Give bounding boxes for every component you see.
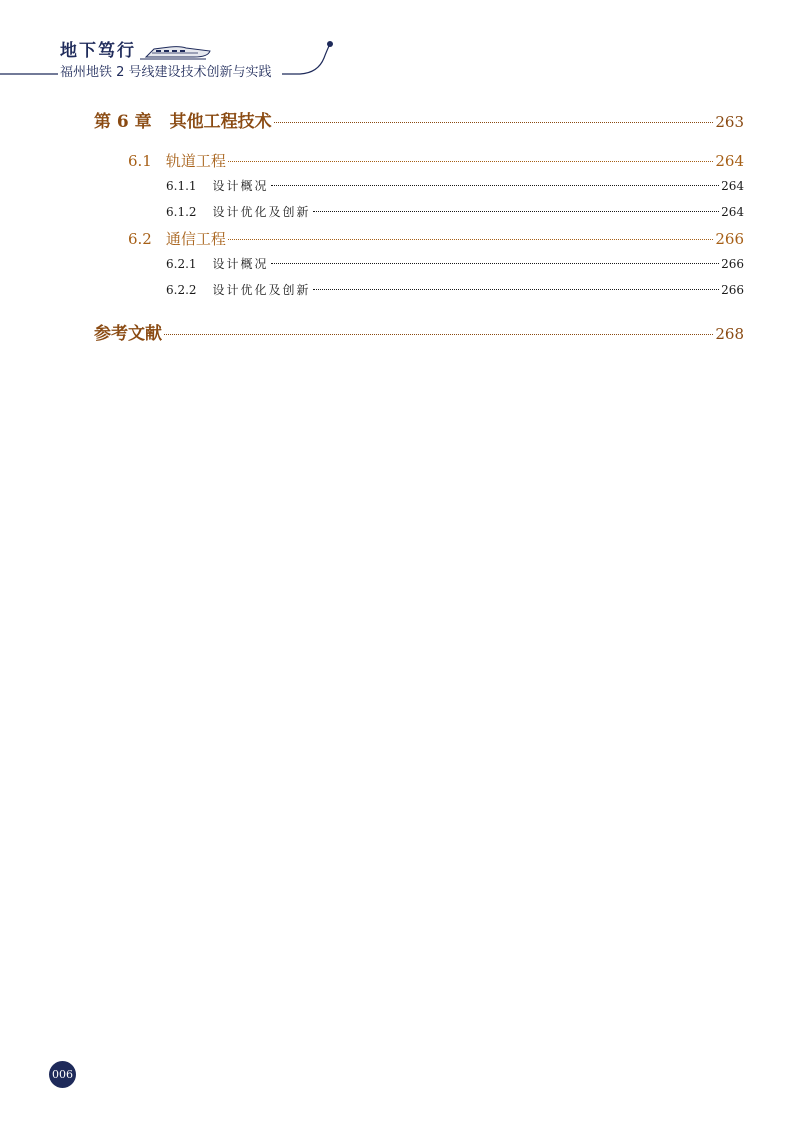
toc-subsection-6-2-2[interactable]	[166, 282, 744, 298]
chapter-number: 第 6 章	[94, 112, 152, 132]
train-icon	[140, 47, 210, 59]
dot-leader	[313, 211, 720, 212]
toc-subsection-6-1-2[interactable]	[166, 204, 744, 220]
subsection-number: 6.2.2	[166, 283, 197, 297]
subsection-page: 264	[721, 205, 744, 219]
dot-leader	[271, 185, 720, 186]
subsection-page: 266	[721, 283, 744, 297]
toc-section-6-2[interactable]	[128, 229, 744, 249]
references-page: 268	[715, 325, 744, 343]
header-dot-icon	[327, 41, 333, 47]
subsection-number: 6.1.2	[166, 205, 197, 219]
toc-references[interactable]	[94, 323, 744, 345]
dot-leader	[274, 122, 714, 123]
chapter-page: 263	[715, 113, 744, 131]
section-page: 264	[715, 152, 744, 170]
section-title: 轨道工程	[165, 152, 226, 170]
toc-subsection-6-1-1[interactable]	[166, 178, 744, 194]
dot-leader	[228, 239, 713, 240]
subsection-page: 264	[721, 179, 744, 193]
book-subtitle: 福州地铁 2 号线建设技术创新与实践	[60, 65, 272, 80]
page-header	[0, 0, 790, 100]
toc-subsection-6-2-1[interactable]	[166, 256, 744, 272]
subsection-title: 设计优化及创新	[212, 283, 311, 297]
toc-chapter-6[interactable]	[94, 111, 744, 133]
decorative-curve	[282, 44, 330, 74]
dot-leader	[164, 334, 713, 335]
dot-leader	[228, 161, 713, 162]
dot-leader	[271, 263, 720, 264]
subsection-number: 6.2.1	[166, 257, 197, 271]
toc-section-6-1[interactable]	[128, 151, 744, 171]
page-number-badge: 006	[49, 1061, 76, 1088]
dot-leader	[313, 289, 720, 290]
section-number: 6.1	[128, 152, 152, 170]
subsection-title: 设计概况	[212, 257, 269, 271]
subsection-page: 266	[721, 257, 744, 271]
references-title: 参考文献	[94, 324, 162, 344]
subsection-title: 设计概况	[212, 179, 269, 193]
section-page: 266	[715, 230, 744, 248]
chapter-title: 其他工程技术	[169, 112, 272, 132]
section-number: 6.2	[128, 230, 152, 248]
book-title: 地下笃行	[60, 41, 136, 61]
section-title: 通信工程	[165, 230, 226, 248]
subsection-title: 设计优化及创新	[212, 205, 311, 219]
subsection-number: 6.1.1	[166, 179, 197, 193]
